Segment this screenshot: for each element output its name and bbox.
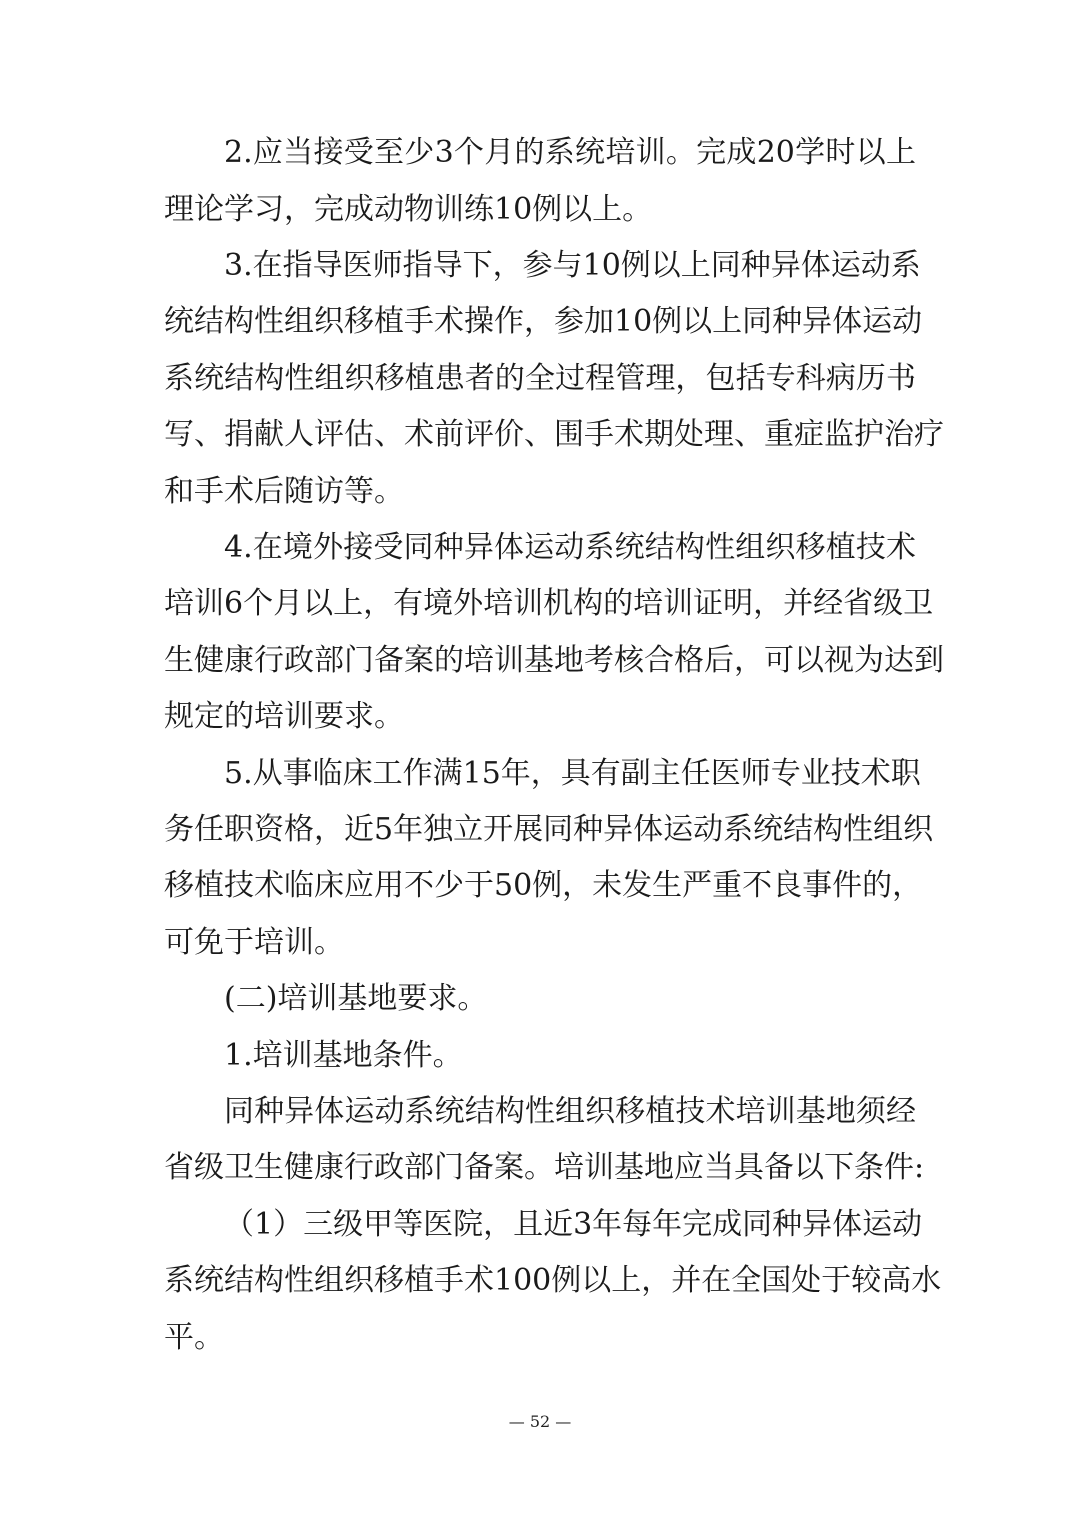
- text-line: 2.应当接受至少3个月的系统培训。完成20学时以上: [224, 135, 916, 170]
- text-line: 移植技术临床应用不少于50例，未发生严重不良事件的，: [164, 868, 923, 903]
- text-line: 系统结构性组织移植患者的全过程管理，包括专科病历书: [164, 361, 916, 396]
- text-line: 可免于培训。: [164, 925, 344, 960]
- text-line: 统结构性组织移植手术操作，参加10例以上同种异体运动: [164, 304, 923, 339]
- text-line: 3.在指导医师指导下，参与10例以上同种异体运动系: [224, 248, 921, 283]
- text-line: 生健康行政部门备案的培训基地考核合格后，可以视为达到: [164, 643, 944, 678]
- text-line: （1）三级甲等医院，且近3年每年完成同种异体运动: [224, 1207, 923, 1242]
- text-line: 同种异体运动系统结构性组织移植技术培训基地须经: [224, 1094, 916, 1129]
- text-line: 理论学习，完成动物训练10例以上。: [164, 192, 653, 227]
- text-line: 培训6个月以上，有境外培训机构的培训证明，并经省级卫: [164, 586, 934, 621]
- text-line: 务任职资格，近5年独立开展同种异体运动系统结构性组织: [164, 812, 934, 847]
- subsection-heading: 1.培训基地条件。: [224, 1038, 463, 1073]
- text-line: 和手术后随访等。: [164, 474, 404, 509]
- text-line: 系统结构性组织移植手术100例以上，并在全国处于较高水: [164, 1263, 942, 1298]
- text-line: 5.从事临床工作满15年，具有副主任医师专业技术职: [224, 756, 921, 791]
- section-heading: (二)培训基地要求。: [224, 981, 488, 1016]
- page-number: — 52 —: [508, 1412, 572, 1431]
- text-line: 规定的培训要求。: [164, 699, 404, 734]
- text-line: 写、捐献人评估、术前评价、围手术期处理、重症监护治疗: [164, 417, 944, 452]
- text-line: 省级卫生健康行政部门备案。培训基地应当具备以下条件:: [164, 1150, 925, 1185]
- text-line: 平。: [164, 1320, 224, 1355]
- text-line: 4.在境外接受同种异体运动系统结构性组织移植技术: [224, 530, 916, 565]
